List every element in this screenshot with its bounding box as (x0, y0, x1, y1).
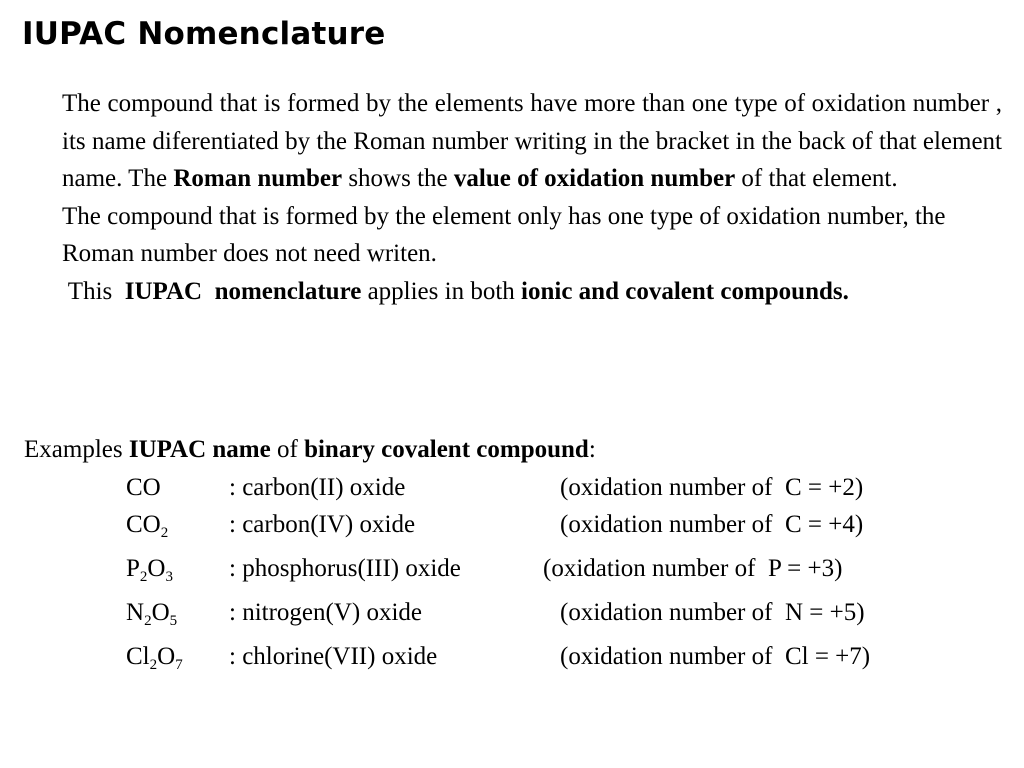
page-title: IUPAC Nomenclature (22, 16, 386, 52)
example-oxidation-number: (oxidation number of Cl = +7) (560, 643, 871, 670)
examples-heading (24, 436, 596, 464)
example-compound-name: : phosphorus(III) oxide (229, 555, 461, 582)
paragraph-applies-both (62, 273, 1012, 311)
formula-subscript: 2 (149, 657, 158, 673)
formula-element: Cl (126, 643, 150, 670)
paragraph-single-oxidation: The compound that is formed by the element only has one type of oxidation number, the Roman number does not need writen. (62, 202, 946, 267)
examples-bold-iupac-name: IUPAC name (128, 436, 271, 463)
p3-bold-ionic-covalent: ionic and covalent compounds. (521, 277, 849, 305)
formula-element: O (147, 555, 166, 582)
example-oxidation-number: (oxidation number of C = +2) (560, 474, 864, 501)
formula-subscript: 2 (160, 525, 169, 541)
examples-text-c: of (270, 436, 305, 463)
p1-text-c: shows the (342, 165, 454, 192)
p1-bold-roman-number: Roman number (173, 165, 343, 192)
example-oxidation-number: (oxidation number of N = +5) (560, 599, 865, 626)
examples-text-a: Examples (24, 436, 129, 463)
example-formula (126, 599, 177, 627)
example-compound-name: : chlorine(VII) oxide (229, 643, 438, 670)
example-formula (126, 555, 173, 583)
example-formula (126, 643, 183, 671)
example-oxidation-number: (oxidation number of P = +3) (543, 555, 843, 582)
formula-element: O (151, 599, 170, 626)
p1-text-a: The compound that is formed by the elements have more than one type of oxidation number , its name diferentiated by the Roman number writing in the bracket in the back of that element name. The (62, 90, 1002, 192)
formula-subscript: 5 (169, 613, 178, 629)
p1-bold-oxidation-value: value of oxidation number (453, 165, 736, 192)
formula-subscript: 3 (165, 569, 173, 585)
example-formula (126, 511, 168, 539)
p3-text-a: This (62, 277, 125, 305)
example-compound-name: : carbon(II) oxide (229, 474, 406, 501)
examples-text-e: : (588, 436, 596, 463)
p3-text-e: applies in both (361, 277, 522, 305)
example-compound-name: : nitrogen(V) oxide (229, 599, 423, 626)
p1-text-e: of that element. (735, 165, 898, 192)
formula-element: CO (126, 511, 161, 538)
example-compound-name: : carbon(IV) oxide (229, 511, 416, 538)
paragraph-roman-number-rule (62, 85, 1002, 198)
formula-subscript: 7 (175, 657, 183, 673)
explanation-text (62, 85, 1012, 310)
formula-subscript: 2 (139, 569, 148, 585)
example-oxidation-number: (oxidation number of C = +4) (560, 511, 864, 538)
formula-element: O (157, 643, 176, 670)
p3-bold-nomenclature: nomenclature (214, 277, 362, 305)
examples-bold-binary-covalent: binary covalent compound (304, 436, 589, 463)
p3-text-c (202, 278, 215, 305)
p3-bold-iupac: IUPAC (124, 277, 203, 305)
example-formula (126, 474, 161, 502)
formula-element: CO (126, 474, 161, 501)
formula-element: P (126, 555, 140, 582)
formula-subscript: 2 (144, 613, 152, 629)
formula-element: N (126, 599, 145, 626)
